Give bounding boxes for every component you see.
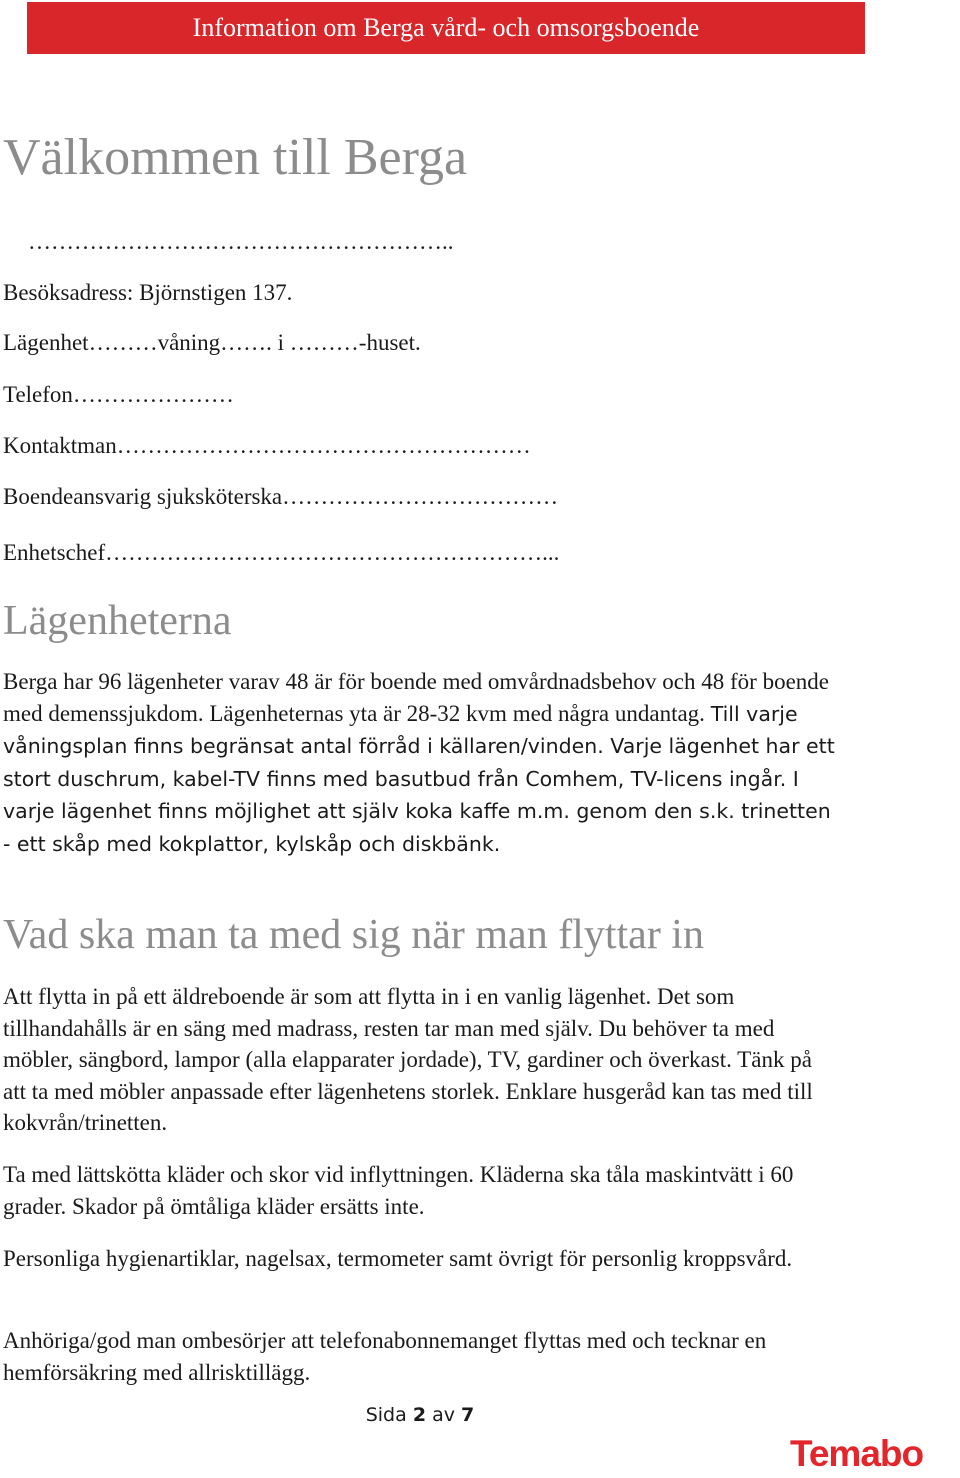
moving-in-heading: Vad ska man ta med sig när man flyttar in [3,912,704,958]
apartments-text-sans: Till varje våningsplan finns begränsat antal förråd i källaren/vinden. Varje lägenhet har ett stort duschrum, kabel-TV finns med basutbud från Comhem, TV-licens ingår. I varje lägenhet finns möjlighet att själv koka kaffe m.m. genom den s.k. trinetten - ett skåp med kokplattor, kylskåp och diskbänk. [3,701,835,856]
unit-manager-field: Enhetschef…………………………………………………... [3,540,560,565]
moving-paragraph-2: Ta med lättskötta kläder och skor vid inflyttningen. Kläderna ska tåla maskintvätt i 60 grader. Skador på ömtåliga kläder ersätts inte. [3,1162,794,1219]
page-current: 2 [412,1404,427,1426]
page-number [0,1404,840,1426]
apartments-text-serif: Berga har 96 lägenheter varav 48 är för boende med omvårdnadsbehov och 48 för boende med demenssjukdom. Lägenheternas yta är 28-32 kvm med några undantag. [3,669,829,726]
apartments-paragraph [3,666,843,860]
moving-paragraph-1: Att flytta in på ett äldreboende är som att flytta in i en vanlig lägenhet. Det som tillhandahålls är en säng med madrass, resten tar man med själv. Du behöver ta med möbler, sängbord, lampor (alla elapparater jordade), TV, gardiner och överkast. Tänk på att ta med möbler anpassade efter lägenhetens storlek. Enklare husgeråd kan tas med till kokvrån/trinetten. [3,984,813,1135]
page-prefix: Sida [365,1404,407,1426]
moving-paragraph-3: Personliga hygienartiklar, nagelsax, termometer samt övrigt för personlig kroppsvård. [3,1246,793,1271]
welcome-title: Välkommen till Berga [3,129,468,186]
header-banner-title: Information om Berga vård- och omsorgsboende [192,13,700,42]
temabo-logo: Temabo [790,1433,924,1474]
visiting-address: Besöksadress: Björnstigen 137. [3,280,293,305]
phone-field: Telefon………………… [3,382,234,407]
welcome-dots: ……………………………………………….. [28,229,454,254]
apartment-field: Lägenhet………våning……. i ………-huset. [3,330,421,355]
apartments-heading: Lägenheterna [3,598,232,644]
moving-paragraph-4: Anhöriga/god man ombesörjer att telefonabonnemanget flyttas med och tecknar en hemförsäkring med allrisktillägg. [3,1328,767,1385]
header-banner [27,2,865,54]
page-total: 7 [461,1404,475,1426]
responsible-nurse-field: Boendeansvarig sjuksköterska……………………………… [3,484,559,509]
contact-person-field: Kontaktman……………………………………………… [3,433,531,458]
page-separator: av [432,1404,455,1426]
